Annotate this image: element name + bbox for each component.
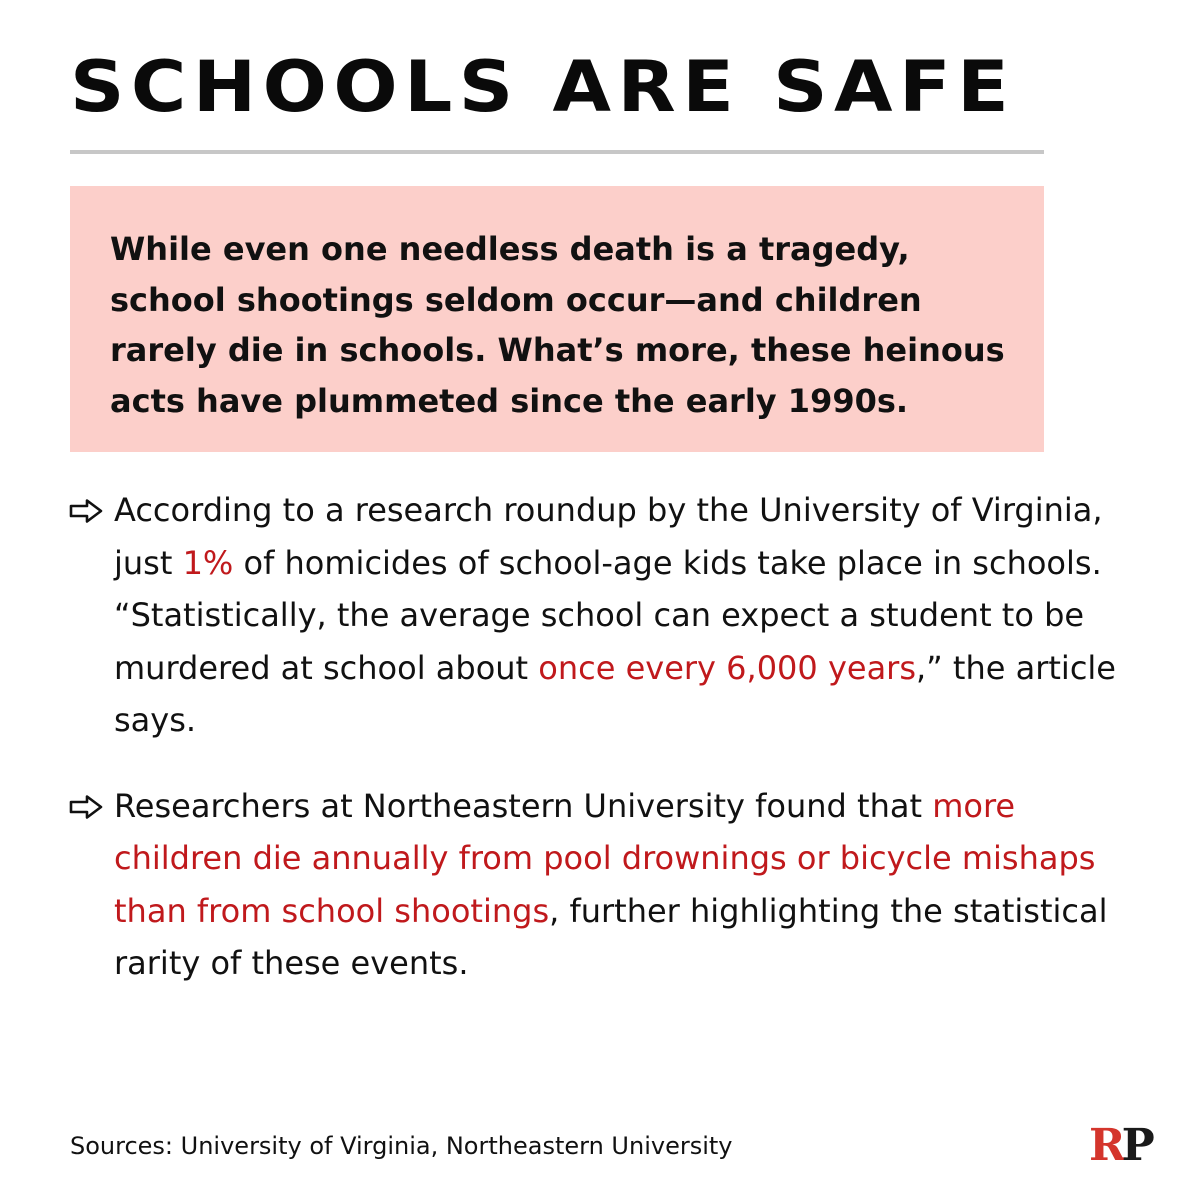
logo-letter-r: R [1089, 1120, 1122, 1171]
sources-note: Sources: University of Virginia, Northeastern University [70, 1132, 733, 1160]
highlight-text: once every 6,000 years [538, 648, 916, 687]
title-divider [70, 150, 1044, 154]
list-item [68, 780, 1128, 990]
highlight-text: 1% [182, 543, 234, 582]
right-arrow-icon [68, 498, 104, 524]
highlight-text: more children die annually from pool drownings or bicycle mishaps than from school shootings [114, 786, 1096, 930]
fact-list [68, 484, 1128, 990]
callout-text: While even one needless death is a tragedy, school shootings seldom occur—and children rarely die in schools. What’s more, these heinous acts have plummeted since the early 1990s. [110, 230, 1005, 420]
right-arrow-icon [68, 794, 104, 820]
bullet-text: Researchers at Northeastern University found that more children die annually from pool drownings or bicycle mishaps than from school shootings, further highlighting the statistical rarity of these events. [114, 786, 1108, 982]
bullet-text: According to a research roundup by the University of Virginia, just 1% of homicides of school-age kids take place in schools. “Statistically, the average school can expect a student to be murdered at school about once every 6,000 years,” the article says. [114, 491, 1116, 739]
page-title: SCHOOLS ARE SAFE [70, 46, 1016, 128]
list-item [68, 484, 1128, 747]
rp-logo [1089, 1120, 1151, 1171]
summary-callout [70, 186, 1044, 452]
logo-letter-p: P [1121, 1120, 1151, 1171]
